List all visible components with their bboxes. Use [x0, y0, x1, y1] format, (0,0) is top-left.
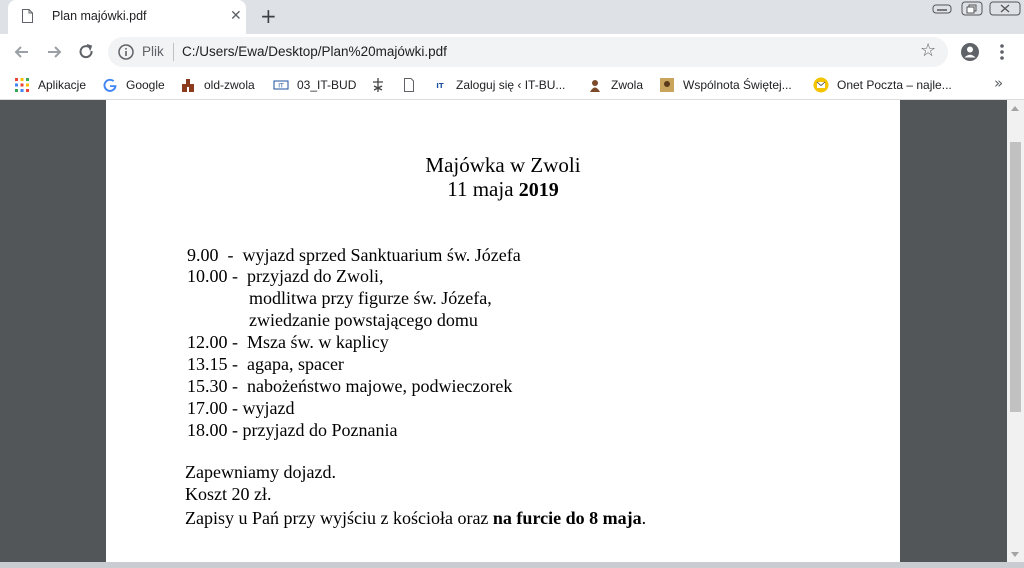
wspolnota-icon: [659, 77, 675, 93]
page-icon: [401, 77, 417, 93]
vertical-scrollbar[interactable]: [1007, 100, 1024, 568]
bookmark-apps[interactable]: [14, 70, 86, 99]
tab-close-icon[interactable]: ✕: [230, 8, 242, 24]
svg-text:IT: IT: [436, 81, 444, 90]
tab-title: Plan majówki.pdf: [52, 9, 147, 23]
scrollbar-thumb[interactable]: [1010, 142, 1021, 412]
bookmark-label: Onet Poczta – najle...: [837, 77, 952, 92]
omnibox-separator: [173, 43, 174, 61]
document-date: [106, 177, 900, 202]
tab-strip: [0, 0, 1024, 34]
bookmark-label: Zaloguj się ‹ IT-BU...: [456, 77, 566, 92]
bookmark-old-zwola[interactable]: [180, 70, 255, 99]
bookmark-label: old-zwola: [204, 77, 255, 92]
taskbar-edge: [0, 562, 1024, 568]
bookmark-label: Google: [126, 77, 165, 92]
back-icon[interactable]: [12, 42, 32, 62]
note-registration-deadline: na furcie do 8 maja: [492, 508, 642, 528]
bookmark-wspolnota[interactable]: [659, 70, 792, 99]
note-transport: Zapewniamy dojazd.: [185, 462, 336, 482]
bookmark-zaloguj[interactable]: [432, 70, 565, 99]
tab-active[interactable]: [8, 0, 246, 34]
bookmark-label: Zwola: [611, 77, 644, 92]
bookmark-star-icon[interactable]: ☆: [920, 40, 937, 61]
date-year: 2019: [518, 179, 559, 201]
pdf-page: [106, 100, 900, 568]
forward-icon[interactable]: [44, 42, 64, 62]
bookmark-03-it-bud[interactable]: [273, 70, 356, 99]
scroll-down-arrow[interactable]: [1011, 552, 1019, 557]
reload-icon[interactable]: [76, 42, 96, 62]
document-title: Majówka w Zwoli: [425, 153, 581, 177]
schedule-item: 15.30 - nabożeństwo majowe, podwieczorek: [187, 376, 513, 396]
schedule-item: 10.00 - przyjazd do Zwoli,: [187, 266, 384, 286]
schedule-item: 9.00 - wyjazd sprzed Sanktuarium św. Józefa: [187, 245, 521, 265]
scroll-up-arrow[interactable]: [1011, 106, 1019, 111]
bookmark-onet-poczta[interactable]: [813, 70, 952, 99]
schedule-item-continuation: modlitwa przy figurze św. Józefa,: [249, 288, 492, 308]
apps-grid-icon: [14, 77, 30, 93]
schedule-item: 13.15 - agapa, spacer: [187, 354, 344, 374]
itbud-icon: [432, 77, 448, 93]
bookmark-label: Aplikacje: [38, 77, 87, 92]
symbol-icon: [370, 77, 386, 93]
itbud-icon: [273, 77, 289, 93]
bookmarks-overflow-icon[interactable]: »: [994, 74, 1004, 92]
url-scheme-label: Plik: [142, 44, 164, 59]
document-icon: [22, 9, 33, 23]
schedule-item: 12.00 - Msza św. w kaplicy: [187, 332, 389, 352]
menu-kebab-icon[interactable]: [994, 42, 1010, 62]
url-text[interactable]: C:/Users/Ewa/Desktop/Plan%20majówki.pdf: [182, 44, 447, 59]
bookmark-google[interactable]: [102, 70, 165, 99]
address-bar[interactable]: [108, 37, 948, 67]
bookmarks-bar: [0, 70, 1024, 100]
note-registration-end: .: [641, 508, 647, 528]
svg-text:IT: IT: [278, 82, 284, 89]
note-registration: [185, 508, 646, 529]
bookmark-label: Wspólnota Świętej...: [683, 77, 792, 92]
zwola-icon: [587, 77, 603, 93]
bookmark-label: 03_IT-BUD: [297, 77, 357, 92]
note-cost: Koszt 20 zł.: [185, 484, 272, 504]
account-icon[interactable]: [960, 42, 980, 62]
restore-button[interactable]: [958, 0, 988, 18]
toolbar: [0, 34, 1024, 70]
bookmark-symbol[interactable]: [370, 70, 394, 99]
bookmark-page[interactable]: [401, 70, 425, 99]
church-icon: [180, 77, 196, 93]
schedule-item: 18.00 - przyjazd do Poznania: [187, 420, 398, 440]
minimize-button[interactable]: [928, 0, 958, 18]
schedule-item-continuation: zwiedzanie powstającego domu: [249, 310, 478, 330]
google-icon: [102, 77, 118, 93]
info-icon[interactable]: [118, 44, 134, 60]
bookmark-zwola[interactable]: [587, 70, 643, 99]
mail-icon: [813, 77, 829, 93]
close-window-button[interactable]: [988, 0, 1022, 18]
note-registration-text: Zapisy u Pań przy wyjściu z kościoła oraz: [185, 508, 493, 528]
pdf-viewer[interactable]: [0, 100, 1007, 568]
new-tab-button[interactable]: +: [260, 4, 277, 28]
schedule-item: 17.00 - wyjazd: [187, 398, 295, 418]
date-day-month: 11 maja: [447, 177, 514, 201]
